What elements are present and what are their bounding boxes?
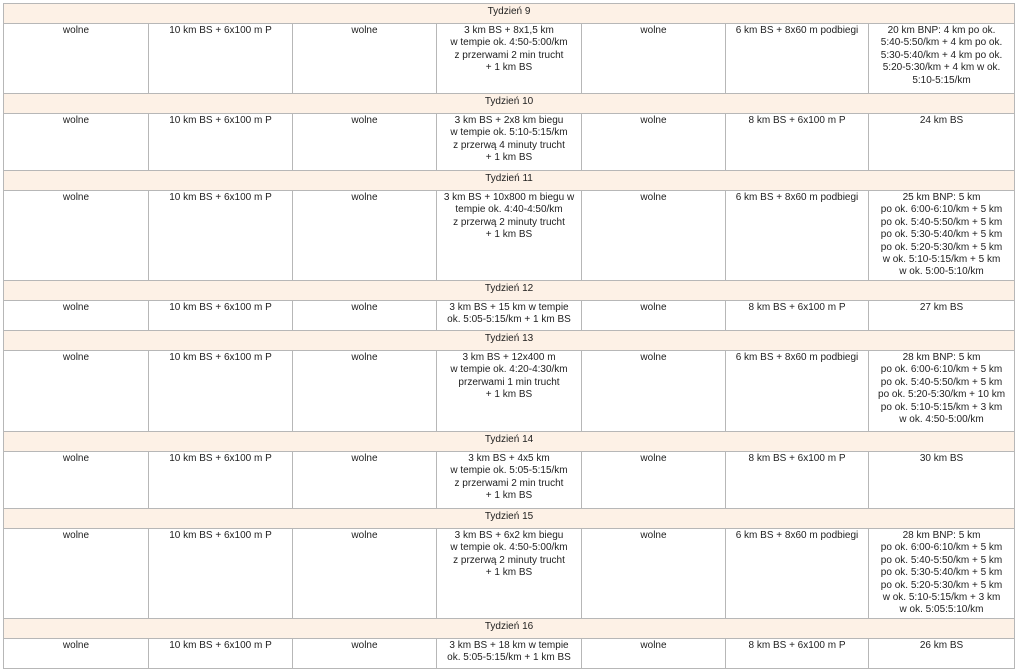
week-header-row bbox=[4, 4, 1015, 24]
week-title: Tydzień 12 bbox=[4, 281, 1015, 301]
day-2-cell: 10 km BS + 6x100 m P bbox=[149, 24, 293, 94]
day-4-cell: 3 km BS + 2x8 km biegu w tempie ok. 5:10-5:15/km z przerwą 4 minuty trucht + 1 km BS bbox=[437, 114, 582, 171]
day-6-cell: 6 km BS + 8x60 m podbiegi bbox=[726, 351, 869, 432]
week-days-row bbox=[4, 351, 1015, 432]
day-3-cell: wolne bbox=[293, 114, 437, 171]
week-header-row bbox=[4, 281, 1015, 301]
day-4-cell: 3 km BS + 18 km w tempie ok. 5:05-5:15/km + 1 km BS bbox=[437, 639, 582, 669]
day-5-cell: wolne bbox=[582, 114, 726, 171]
day-5-cell: wolne bbox=[582, 351, 726, 432]
day-6-cell: 6 km BS + 8x60 m podbiegi bbox=[726, 529, 869, 619]
week-days-row bbox=[4, 301, 1015, 331]
week-title: Tydzień 13 bbox=[4, 331, 1015, 351]
training-plan bbox=[3, 3, 1014, 669]
day-2-cell: 10 km BS + 6x100 m P bbox=[149, 191, 293, 281]
day-5-cell: wolne bbox=[582, 639, 726, 669]
day-5-cell: wolne bbox=[582, 452, 726, 509]
day-1-cell: wolne bbox=[4, 639, 149, 669]
day-5-cell: wolne bbox=[582, 301, 726, 331]
day-3-cell: wolne bbox=[293, 24, 437, 94]
training-plan-table bbox=[3, 3, 1015, 669]
week-days-row bbox=[4, 452, 1015, 509]
week-header-row bbox=[4, 171, 1015, 191]
week-title: Tydzień 14 bbox=[4, 432, 1015, 452]
day-2-cell: 10 km BS + 6x100 m P bbox=[149, 301, 293, 331]
week-days-row bbox=[4, 529, 1015, 619]
day-1-cell: wolne bbox=[4, 351, 149, 432]
week-days-row bbox=[4, 639, 1015, 669]
day-7-cell: 28 km BNP: 5 km po ok. 6:00-6:10/km + 5 km po ok. 5:40-5:50/km + 5 km po ok. 5:20-5:30/km + 10 km po ok. 5:10-5:15/km + 3 km w ok. 4:50-5:00/km bbox=[869, 351, 1015, 432]
day-7-cell: 25 km BNP: 5 km po ok. 6:00-6:10/km + 5 km po ok. 5:40-5:50/km + 5 km po ok. 5:30-5:40/km + 5 km po ok. 5:20-5:30/km + 5 km w ok. 5:10-5:15/km + 5 km w ok. 5:00-5:10/km bbox=[869, 191, 1015, 281]
day-4-cell: 3 km BS + 15 km w tempie ok. 5:05-5:15/km + 1 km BS bbox=[437, 301, 582, 331]
day-3-cell: wolne bbox=[293, 301, 437, 331]
day-3-cell: wolne bbox=[293, 191, 437, 281]
week-header-row bbox=[4, 432, 1015, 452]
week-header-row bbox=[4, 331, 1015, 351]
day-2-cell: 10 km BS + 6x100 m P bbox=[149, 529, 293, 619]
day-1-cell: wolne bbox=[4, 191, 149, 281]
day-1-cell: wolne bbox=[4, 24, 149, 94]
week-title: Tydzień 10 bbox=[4, 94, 1015, 114]
day-7-cell: 26 km BS bbox=[869, 639, 1015, 669]
day-5-cell: wolne bbox=[582, 529, 726, 619]
week-header-row bbox=[4, 509, 1015, 529]
day-1-cell: wolne bbox=[4, 452, 149, 509]
day-4-cell: 3 km BS + 4x5 km w tempie ok. 5:05-5:15/km z przerwami 2 min trucht + 1 km BS bbox=[437, 452, 582, 509]
week-days-row bbox=[4, 114, 1015, 171]
day-6-cell: 6 km BS + 8x60 m podbiegi bbox=[726, 24, 869, 94]
day-1-cell: wolne bbox=[4, 529, 149, 619]
day-2-cell: 10 km BS + 6x100 m P bbox=[149, 114, 293, 171]
week-days-row bbox=[4, 191, 1015, 281]
day-1-cell: wolne bbox=[4, 301, 149, 331]
day-6-cell: 8 km BS + 6x100 m P bbox=[726, 639, 869, 669]
day-4-cell: 3 km BS + 8x1,5 km w tempie ok. 4:50-5:00/km z przerwami 2 min trucht + 1 km BS bbox=[437, 24, 582, 94]
week-header-row bbox=[4, 94, 1015, 114]
day-4-cell: 3 km BS + 12x400 m w tempie ok. 4:20-4:30/km przerwami 1 min trucht + 1 km BS bbox=[437, 351, 582, 432]
day-7-cell: 24 km BS bbox=[869, 114, 1015, 171]
day-6-cell: 6 km BS + 8x60 m podbiegi bbox=[726, 191, 869, 281]
day-7-cell: 28 km BNP: 5 km po ok. 6:00-6:10/km + 5 km po ok. 5:40-5:50/km + 5 km po ok. 5:30-5:40/km + 5 km po ok. 5:20-5:30/km + 5 km w ok. 5:10-5:15/km + 3 km w ok. 5:05:5:10/km bbox=[869, 529, 1015, 619]
day-6-cell: 8 km BS + 6x100 m P bbox=[726, 452, 869, 509]
day-2-cell: 10 km BS + 6x100 m P bbox=[149, 639, 293, 669]
day-4-cell: 3 km BS + 10x800 m biegu w tempie ok. 4:40-4:50/km z przerwą 2 minuty trucht + 1 km BS bbox=[437, 191, 582, 281]
day-6-cell: 8 km BS + 6x100 m P bbox=[726, 114, 869, 171]
day-1-cell: wolne bbox=[4, 114, 149, 171]
day-4-cell: 3 km BS + 6x2 km biegu w tempie ok. 4:50-5:00/km z przerwą 2 minuty trucht + 1 km BS bbox=[437, 529, 582, 619]
day-7-cell: 27 km BS bbox=[869, 301, 1015, 331]
day-2-cell: 10 km BS + 6x100 m P bbox=[149, 452, 293, 509]
week-title: Tydzień 15 bbox=[4, 509, 1015, 529]
day-6-cell: 8 km BS + 6x100 m P bbox=[726, 301, 869, 331]
day-3-cell: wolne bbox=[293, 529, 437, 619]
week-title: Tydzień 16 bbox=[4, 619, 1015, 639]
week-days-row bbox=[4, 24, 1015, 94]
day-3-cell: wolne bbox=[293, 452, 437, 509]
week-header-row bbox=[4, 619, 1015, 639]
day-3-cell: wolne bbox=[293, 639, 437, 669]
day-3-cell: wolne bbox=[293, 351, 437, 432]
day-7-cell: 20 km BNP: 4 km po ok. 5:40-5:50/km + 4 km po ok. 5:30-5:40/km + 4 km po ok. 5:20-5:30/km + 4 km w ok. 5:10-5:15/km bbox=[869, 24, 1015, 94]
day-2-cell: 10 km BS + 6x100 m P bbox=[149, 351, 293, 432]
week-title: Tydzień 9 bbox=[4, 4, 1015, 24]
day-7-cell: 30 km BS bbox=[869, 452, 1015, 509]
week-title: Tydzień 11 bbox=[4, 171, 1015, 191]
day-5-cell: wolne bbox=[582, 24, 726, 94]
day-5-cell: wolne bbox=[582, 191, 726, 281]
